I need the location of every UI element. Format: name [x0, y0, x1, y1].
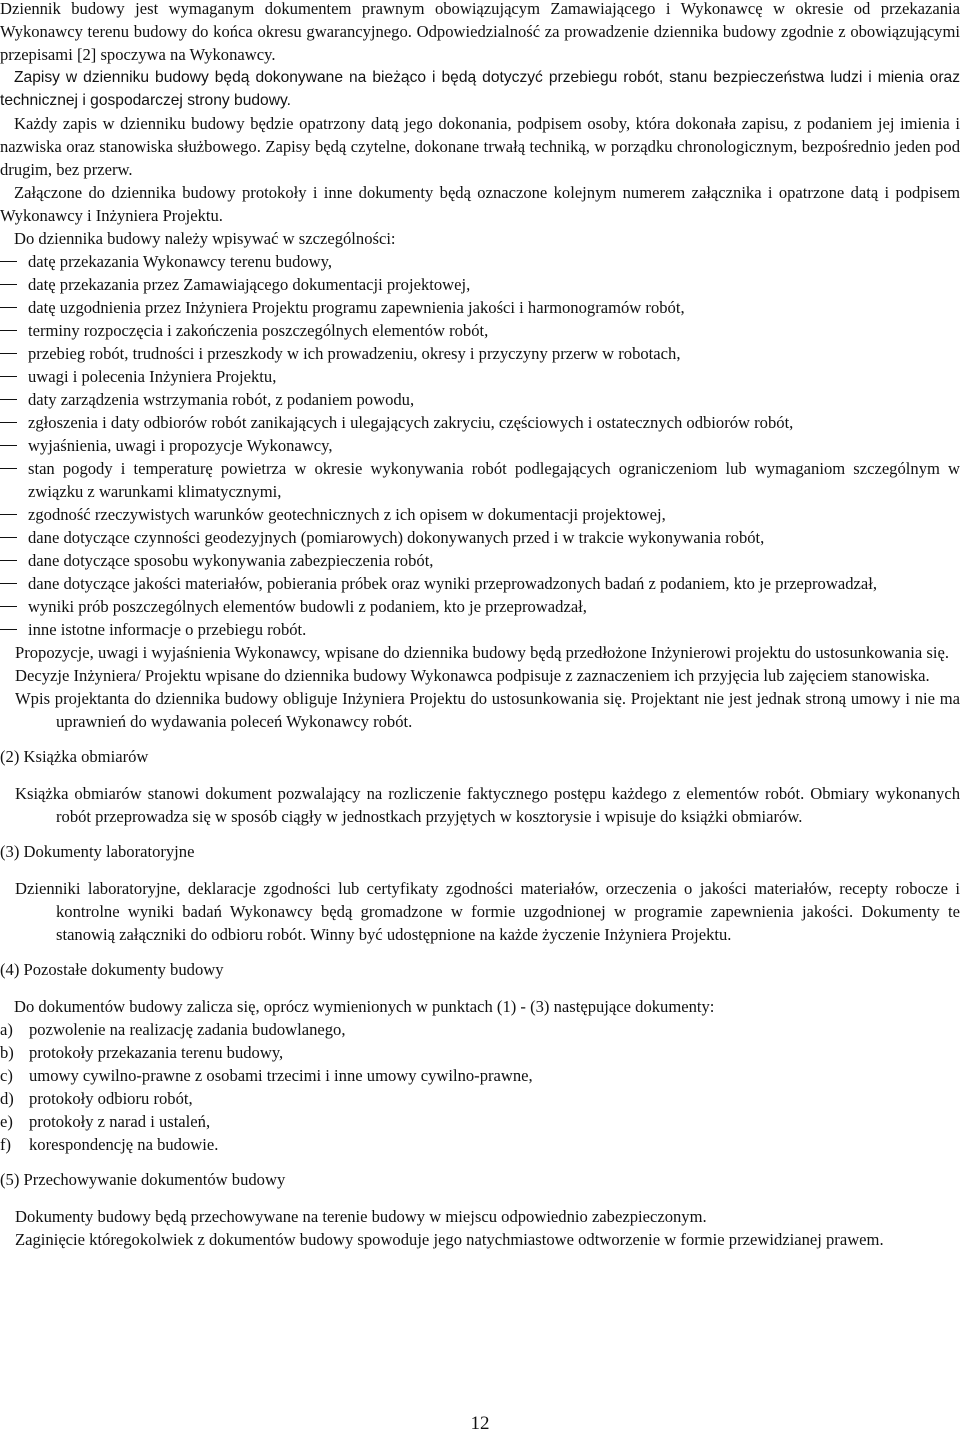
list-item — [0, 1087, 960, 1110]
list-item-label: d) — [0, 1089, 14, 1108]
list-item: przebieg robót, trudności i przeszkody w ich prowadzeniu, okresy i przyczyny przerw w robotach, — [0, 342, 960, 365]
other-documents-list — [0, 1018, 960, 1156]
list-item: inne istotne informacje o przebiegu robót. — [0, 618, 960, 641]
page-number: 12 — [470, 1413, 490, 1434]
list-item: stan pogody i temperaturę powietrza w okresie wykonywania robót podlegających ograniczeniom lub wymaganiom szczególnym w związku z warunkami klimatycznymi, — [0, 457, 960, 503]
paragraph-decisions: Decyzje Inżyniera/ Projektu wpisane do dziennika budowy Wykonawca podpisuje z zaznaczeniem ich przyjęcia lub zajęciem stanowiska. — [15, 666, 930, 685]
list-item: datę uzgodnienia przez Inżyniera Projektu programu zapewnienia jakości i harmonogramów robót, — [0, 296, 960, 319]
paragraph-list-intro: Do dziennika budowy należy wpisywać w szczególności: — [14, 229, 396, 248]
list-item — [0, 1064, 960, 1087]
list-item-text: umowy cywilno-prawne z osobami trzecimi i inne umowy cywilno-prawne, — [29, 1066, 533, 1085]
list-item-label: e) — [0, 1112, 13, 1131]
diary-entries-list — [0, 250, 960, 641]
paragraph-loss: Zaginięcie któregokolwiek z dokumentów budowy spowoduje jego natychmiastowe odtworzenie w formie przewidzianej prawem. — [15, 1230, 884, 1249]
list-item: zgodność rzeczywistych warunków geotechnicznych z ich opisem w dokumentacji projektowej, — [0, 503, 960, 526]
list-item: dane dotyczące jakości materiałów, pobierania próbek oraz wyniki przeprowadzonych badań z podaniem, kto je przeprowadzał, — [0, 572, 960, 595]
section-heading-measurement-book: (2) Książka obmiarów — [0, 747, 149, 766]
paragraph-measurement-book: Książka obmiarów stanowi dokument pozwalający na rozliczenie faktycznego postępu każdego z elementów robót. Obmiary wykonanych robót przeprowadza się w sposób ciągły w jednostkach przyjętych w kosztorysie i wpisuje do książki obmiarów. — [15, 784, 960, 826]
paragraph-diary-intro: Dziennik budowy jest wymaganym dokumentem prawnym obowiązującym Zamawiającego i Wykonawcę w okresie od przekazania Wykonawcy terenu budowy do końca okresu gwarancyjnego. Odpowiedzialność za prowadzenie dziennika budowy zgodnie z obowiązującymi przepisami [2] spoczywa na Wykonawcy. — [0, 0, 960, 64]
list-item-text: protokoły z narad i ustaleń, — [29, 1112, 211, 1131]
section-heading-storage: (5) Przechowywanie dokumentów budowy — [0, 1170, 286, 1189]
list-item-text: pozwolenie na realizację zadania budowlanego, — [29, 1020, 346, 1039]
list-item-label: a) — [0, 1020, 13, 1039]
paragraph-entries-current: Zapisy w dzienniku budowy będą dokonywane na bieżąco i będą dotyczyć przebiegu robót, stanu bezpieczeństwa ludzi i mienia oraz technicznej i gospodarczej strony budowy. — [0, 69, 960, 109]
list-item-label: b) — [0, 1043, 14, 1062]
list-item — [0, 1018, 960, 1041]
list-item — [0, 1133, 960, 1156]
list-item: datę przekazania przez Zamawiającego dokumentacji projektowej, — [0, 273, 960, 296]
list-item: wyniki prób poszczególnych elementów budowli z podaniem, kto je przeprowadzał, — [0, 595, 960, 618]
list-item: daty zarządzenia wstrzymania robót, z podaniem powodu, — [0, 388, 960, 411]
list-item: uwagi i polecenia Inżyniera Projektu, — [0, 365, 960, 388]
section-heading-other-documents: (4) Pozostałe dokumenty budowy — [0, 960, 224, 979]
paragraph-attachments: Załączone do dziennika budowy protokoły i inne dokumenty będą oznaczone kolejnym numerem załącznika i opatrzone datą i podpisem Wykonawcy i Inżyniera Projektu. — [0, 183, 960, 225]
list-item-label: f) — [0, 1135, 12, 1154]
list-item: zgłoszenia i daty odbiorów robót zanikających i ulegających zakryciu, częściowych i ostatecznych odbiorów robót, — [0, 411, 960, 434]
list-item-text: protokoły przekazania terenu budowy, — [29, 1043, 284, 1062]
list-item: dane dotyczące czynności geodezyjnych (pomiarowych) dokonywanych przed i w trakcie wykonywania robót, — [0, 526, 960, 549]
list-item-text: korespondencję na budowie. — [29, 1135, 219, 1154]
paragraph-proposals: Propozycje, uwagi i wyjaśnienia Wykonawcy, wpisane do dziennika budowy będą przedłożone Inżynierowi projektu do ustosunkowania się. — [15, 643, 949, 662]
paragraph-entry-signature: Każdy zapis w dzienniku budowy będzie opatrzony datą jego dokonania, podpisem osoby, która dokonała zapisu, z podaniem jej imienia i nazwiska oraz stanowiska służbowego. Zapisy będą czytelne, dokonane trwałą techniką, w porządku chronologicznym, bezpośrednio jeden pod drugim, bez przerw. — [0, 114, 960, 179]
paragraph-storage: Dokumenty budowy będą przechowywane na terenie budowy w miejscu odpowiednio zabezpieczonym. — [15, 1207, 707, 1226]
list-item: terminy rozpoczęcia i zakończenia poszczególnych elementów robót, — [0, 319, 960, 342]
list-item: datę przekazania Wykonawcy terenu budowy, — [0, 250, 960, 273]
list-item-text: protokoły odbioru robót, — [29, 1089, 193, 1108]
list-item — [0, 1041, 960, 1064]
list-item: dane dotyczące sposobu wykonywania zabezpieczenia robót, — [0, 549, 960, 572]
paragraph-lab-documents: Dzienniki laboratoryjne, deklaracje zgodności lub certyfikaty zgodności materiałów, orzeczenia o jakości materiałów, recepty robocze i kontrolne wyniki badań Wykonawcy będą gromadzone w formie uzgodnionej w programie zapewnienia jakości. Dokumenty te stanowią załączniki do odbioru robót. Winny być udostępnione na każde życzenie Inżyniera Projektu. — [15, 879, 960, 944]
paragraph-other-documents-intro: Do dokumentów budowy zalicza się, oprócz wymienionych w punktach (1) - (3) następujące dokumenty: — [14, 997, 715, 1016]
list-item-label: c) — [0, 1066, 13, 1085]
list-item — [0, 1110, 960, 1133]
paragraph-designer-entry: Wpis projektanta do dziennika budowy obliguje Inżyniera Projektu do ustosunkowania się. Projektant nie jest jednak stroną umowy i nie ma uprawnień do wydawania poleceń Wykonawcy robót. — [15, 689, 960, 731]
list-item: wyjaśnienia, uwagi i propozycje Wykonawcy, — [0, 434, 960, 457]
section-heading-lab-documents: (3) Dokumenty laboratoryjne — [0, 842, 195, 861]
